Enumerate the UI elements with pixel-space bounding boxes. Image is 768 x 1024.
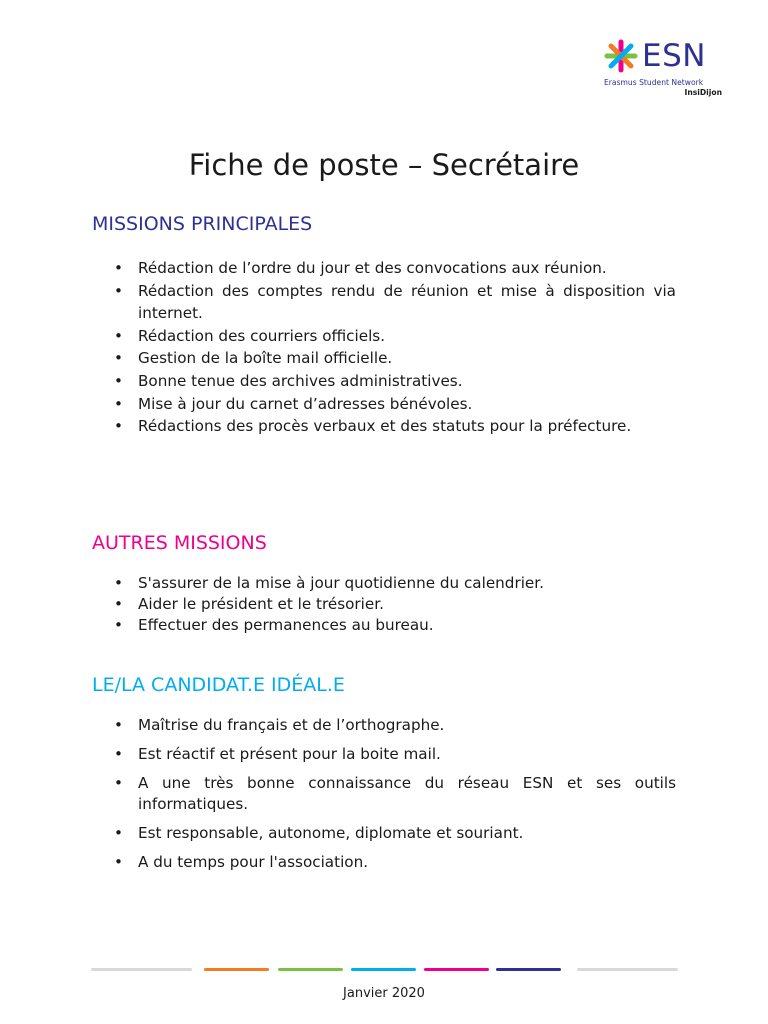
list-item-text: Maîtrise du français et de l’orthographe. [138, 716, 445, 734]
logo-brand: ESN [642, 38, 706, 74]
bullet-icon: • [114, 394, 123, 413]
list-item [92, 715, 676, 736]
bullet-icon: • [114, 281, 123, 300]
bullet-icon: • [114, 259, 123, 277]
footer-line [424, 968, 489, 971]
heading-missions-principales: MISSIONS PRINCIPALES [92, 213, 313, 235]
bullet-icon: • [114, 853, 123, 871]
list-item [92, 280, 676, 325]
bullet-icon: • [114, 824, 123, 842]
esn-logo [602, 38, 728, 100]
list-item-text: Est réactif et présent pour la boite mail. [138, 745, 441, 763]
footer-line [91, 968, 192, 971]
esn-star-icon [603, 38, 639, 74]
list-item-text: Aider le président et le trésorier. [138, 595, 384, 613]
list-item [92, 615, 676, 636]
logo-subtitle: Erasmus Student Network [604, 78, 704, 87]
list-item-text: S'assurer de la mise à jour quotidienne du calendrier. [138, 574, 544, 592]
list-item [92, 594, 676, 615]
list-item-text: Rédaction des comptes rendu de réunion et mise à disposition via internet. [138, 281, 676, 323]
list-item [92, 773, 676, 815]
list-item [92, 415, 676, 438]
bullet-icon: • [114, 745, 123, 763]
footer-line [577, 968, 678, 971]
list-item [92, 347, 676, 370]
footer-line [204, 968, 269, 971]
list-item [92, 823, 676, 844]
list-item-text: Est responsable, autonome, diplomate et souriant. [138, 824, 524, 842]
list-item-text: Mise à jour du carnet d’adresses bénévoles. [138, 394, 473, 413]
list-item-text: Rédaction de l’ordre du jour et des convocations aux réunion. [138, 259, 607, 277]
list-item [92, 325, 676, 348]
bullet-icon: • [114, 716, 123, 734]
bullet-icon: • [114, 595, 123, 613]
footer-date: Janvier 2020 [343, 986, 425, 1001]
heading-candidat-ideal: LE/LA CANDIDAT.E IDÉAL.E [92, 674, 345, 696]
page-title: Fiche de poste – Secrétaire [188, 148, 580, 182]
list-item-text: Effectuer des permanences au bureau. [138, 616, 434, 634]
bullet-icon: • [114, 574, 123, 592]
list-item [92, 573, 676, 594]
bullet-icon: • [114, 326, 123, 345]
list-item [92, 744, 676, 765]
bullet-icon: • [114, 774, 123, 792]
list-item [92, 393, 676, 416]
bullet-icon: • [114, 371, 123, 390]
list-item [92, 852, 676, 873]
list-autres-missions [92, 573, 676, 636]
list-item-text: A du temps pour l'association. [138, 853, 369, 871]
list-candidat-ideal [92, 715, 676, 881]
list-missions-principales [92, 257, 676, 438]
list-item-text: Gestion de la boîte mail officielle. [138, 349, 393, 368]
bullet-icon: • [114, 417, 123, 436]
list-item-text: Rédaction des courriers officiels. [138, 326, 386, 345]
list-item-text: Bonne tenue des archives administratives. [138, 371, 463, 390]
heading-autres-missions: AUTRES MISSIONS [92, 532, 267, 554]
footer-color-lines [91, 968, 678, 972]
footer-line [278, 968, 343, 971]
list-item-text: Rédactions des procès verbaux et des statuts pour la préfecture. [138, 417, 632, 436]
footer-line [351, 968, 416, 971]
list-item [92, 370, 676, 393]
list-item-text: A une très bonne connaissance du réseau ESN et ses outils informatiques. [138, 774, 676, 813]
bullet-icon: • [114, 349, 123, 368]
list-item [92, 257, 676, 280]
logo-section-name: InsiDijon [684, 88, 722, 97]
bullet-icon: • [114, 616, 123, 634]
footer-line [496, 968, 561, 971]
